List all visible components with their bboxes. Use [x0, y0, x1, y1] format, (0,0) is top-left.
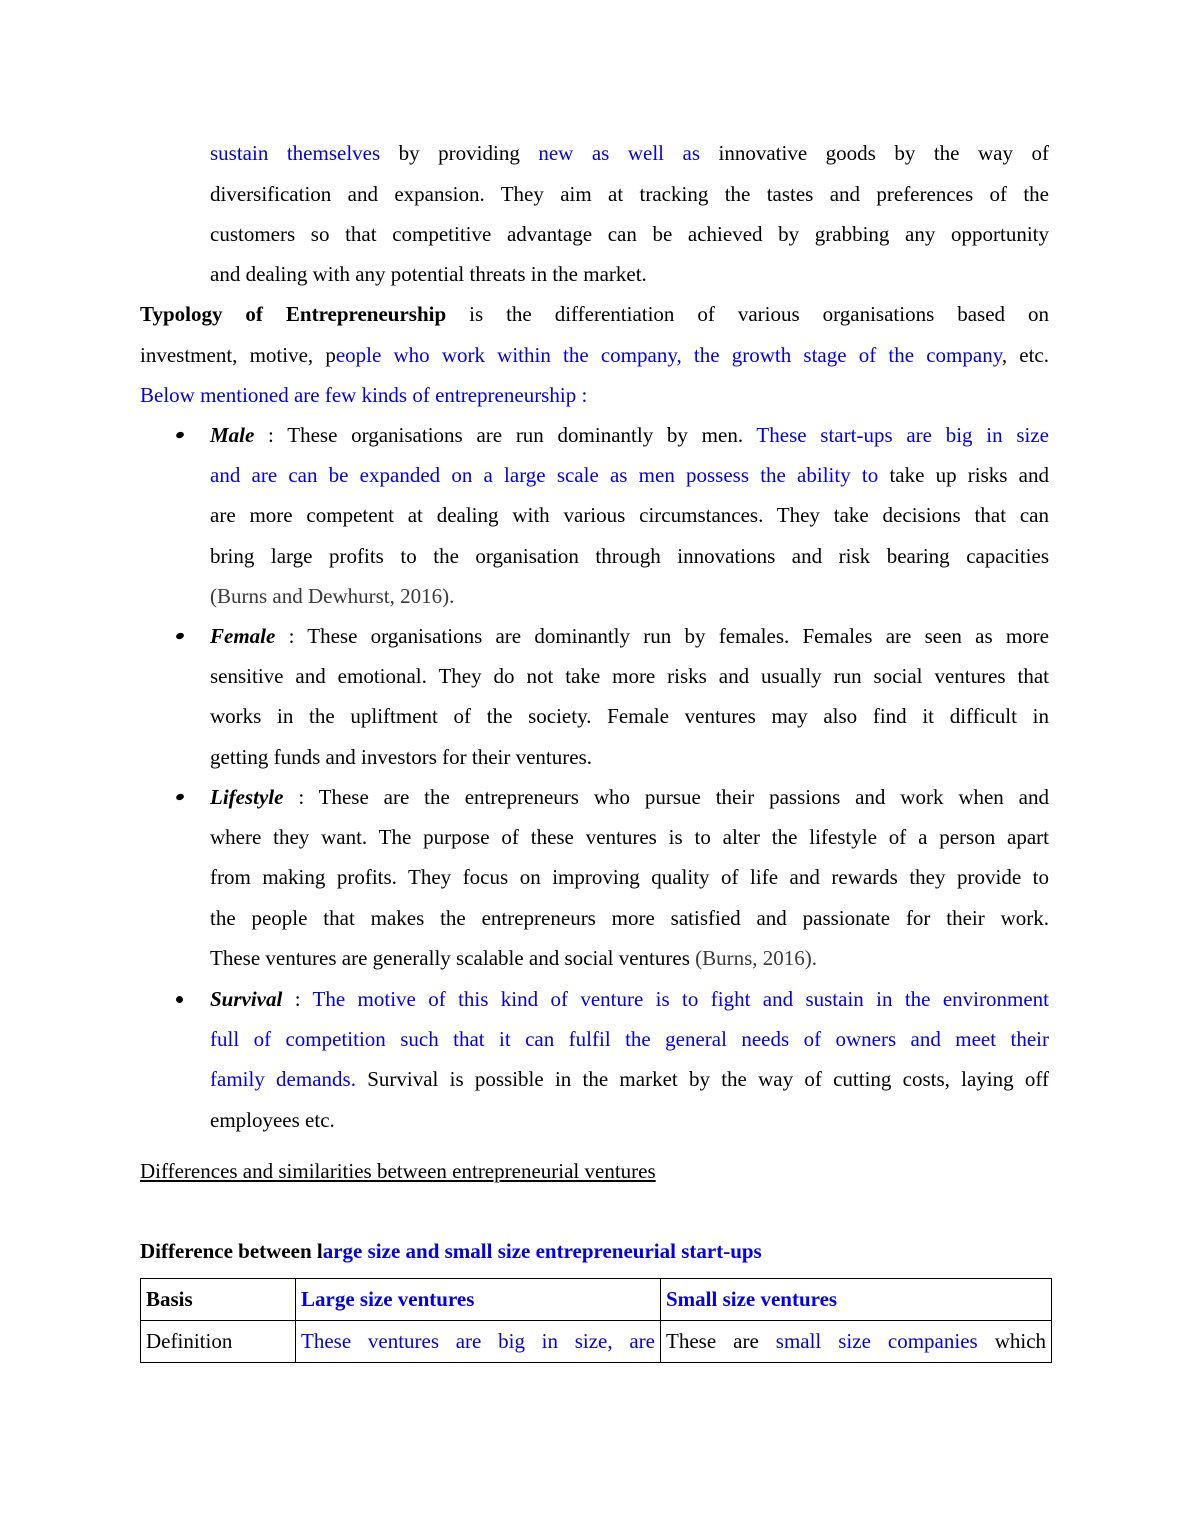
bullet-icon [175, 793, 185, 801]
bullet-icon [176, 996, 183, 1003]
comparison-table [140, 1278, 1052, 1363]
bullet-line: Male : These organisations are run dominantly by men. These start-ups are big in size [210, 423, 1049, 447]
bullet-line: and are can be expanded on a large scale as men possess the ability to take up risks and [210, 463, 1049, 487]
typology-line-1: Typology of Entrepreneurship is the differentiation of various organisations based on [140, 302, 1049, 326]
bullet-line: bring large profits to the organisation through innovations and risk bearing capacities [210, 544, 1049, 568]
cell-small-definition: These are small size companies which [661, 1321, 1052, 1363]
bullet-icon [175, 431, 185, 439]
section-heading: Differences and similarities between entrepreneurial ventures [140, 1159, 656, 1183]
bullet-line: Survival : The motive of this kind of venture is to fight and sustain in the environment [210, 987, 1049, 1011]
bullet-line: sensitive and emotional. They do not take more risks and usually run social ventures that [210, 664, 1049, 688]
intro-line: diversification and expansion. They aim at tracking the tastes and preferences of the [210, 182, 1049, 206]
typology-heading: Typology of Entrepreneurship [140, 302, 447, 326]
intro-line: customers so that competitive advantage can be achieved by grabbing any opportunity [210, 222, 1049, 246]
bullet-line: Female : These organisations are dominantly run by females. Females are seen as more [210, 624, 1049, 648]
table-caption: Difference between large size and small size entrepreneurial start-ups [140, 1239, 762, 1263]
header-basis: Basis [141, 1279, 296, 1321]
table-row [141, 1321, 1052, 1363]
cell-large-definition: These ventures are big in size, are [296, 1321, 661, 1363]
bullet-line: the people that makes the entrepreneurs more satisfied and passionate for their work. [210, 906, 1049, 930]
bullet-line: full of competition such that it can fulfil the general needs of owners and meet their [210, 1027, 1049, 1051]
table-header-row [141, 1279, 1052, 1321]
bullet-line: where they want. The purpose of these ventures is to alter the lifestyle of a person apart [210, 825, 1049, 849]
typology-line-3: Below mentioned are few kinds of entrepreneurship : [140, 383, 588, 407]
bullet-icon [175, 632, 185, 640]
header-small-size: Small size ventures [661, 1279, 1052, 1321]
cell-basis-definition: Definition [141, 1321, 296, 1363]
bullet-line: from making profits. They focus on improving quality of life and rewards they provide to [210, 865, 1049, 889]
bullet-line: employees etc. [210, 1108, 335, 1132]
intro-line: sustain themselves by providing new as well as innovative goods by the way of [210, 141, 1049, 165]
bullet-line: getting funds and investors for their ventures. [210, 745, 592, 769]
bullet-line: These ventures are generally scalable and social ventures (Burns, 2016). [210, 946, 818, 970]
typology-line-2: investment, motive, people who work within the company, the growth stage of the company, etc. [140, 343, 1049, 367]
bullet-line: family demands. Survival is possible in the market by the way of cutting costs, laying off [210, 1067, 1049, 1091]
bullet-line: works in the upliftment of the society. Female ventures may also find it difficult in [210, 704, 1049, 728]
intro-line: and dealing with any potential threats in the market. [210, 262, 647, 286]
bullet-line: Lifestyle : These are the entrepreneurs who pursue their passions and work when and [210, 785, 1049, 809]
header-large-size: Large size ventures [296, 1279, 661, 1321]
bullet-line: (Burns and Dewhurst, 2016). [210, 584, 455, 608]
bullet-line: are more competent at dealing with various circumstances. They take decisions that can [210, 503, 1049, 527]
